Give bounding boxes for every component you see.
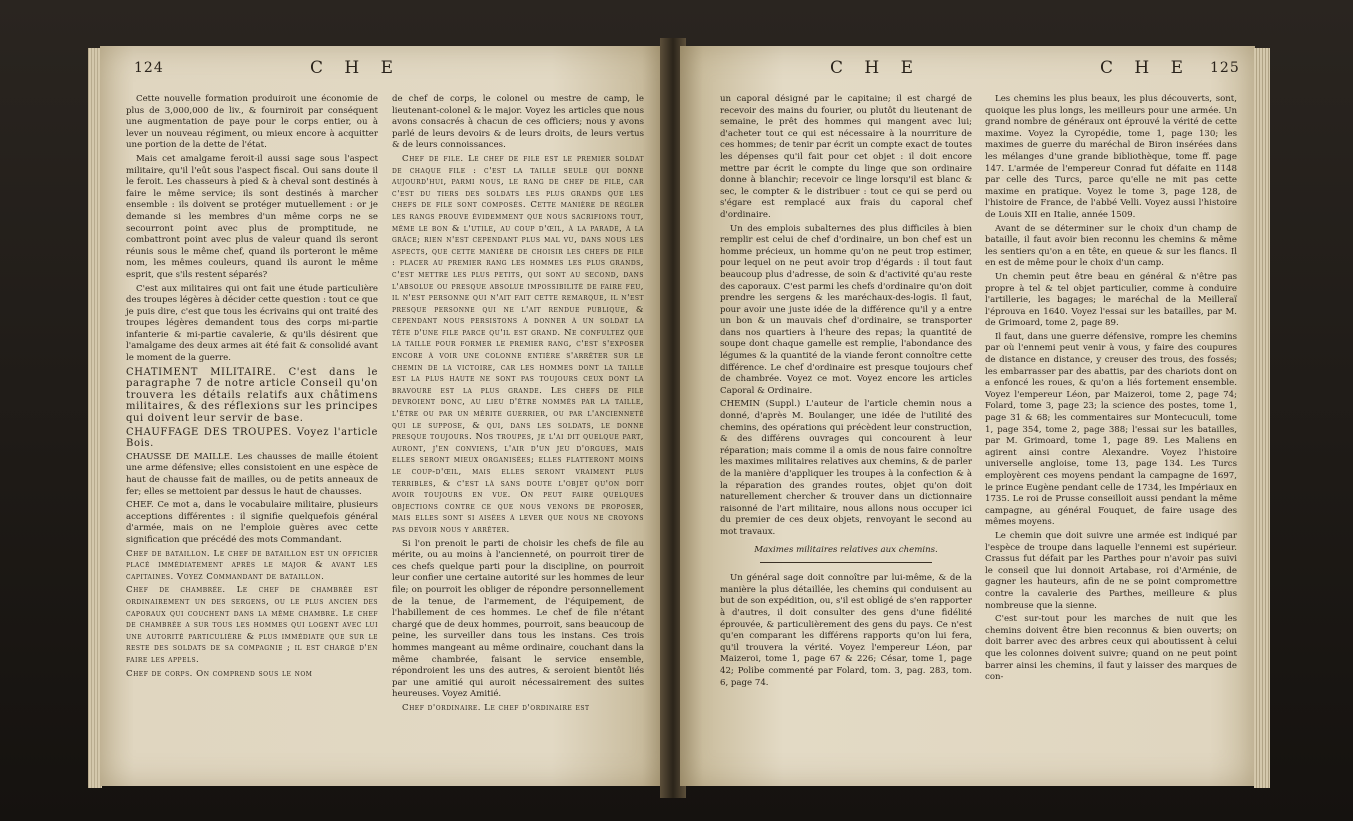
entry-chef-ordinaire: Chef d'ordinaire. Le chef d'ordinaire est: [402, 702, 590, 713]
paragraph: un caporal désigné par le capitaine; il est chargé de recevoir des mains du fourier, ou plutôt du lieutenant de semaine, le prêt des hommes qui mangent avec lui; d'acheter tout ce qui est nécessaire à la nourriture de ces hommes; de tenir par écrit un compte exact de toutes les dépenses qu'il fait pour cet objet : il doit encore mettre par écrit le compte du linge que son ordinaire donne à blanchir; recevoir ce linge lorsqu'il est blanc & sec, le compter & le distribuer : tout ce qui se perd ou s'égare est remplacé aux frais du caporal chef d'ordinaire.: [720, 94, 972, 220]
entry-chef-chambree: Chef de chambrée. Le chef de chambrée est ordinairement un des sergens, ou le plus ancien des caporaux qui couchent dans la même chambre. Le chef de chambrée a sur tous les hommes qui logent avec lui une autorité particulière & plus immédiate que sur le reste des soldats de sa compagnie ; il est chargé d'en faire les appels.: [126, 585, 378, 665]
paragraph: C'est sur-tout pour les marches de nuit que les chemins doivent être bien reconnus & bien ouverts; on doit barrer avec des arbres ceux qui aboutissent à celui que les colonnes doivent suivre; quand on ne peut point barrer ainsi les chemins, il faut y laisser des marques de con-: [985, 614, 1237, 683]
left-column-1: [126, 94, 378, 682]
paragraph: Avant de se déterminer sur le choix d'un champ de bataille, il faut avoir bien reconnu les chemins & même les sentiers qu'on a en tête, en queue & sur les flancs. Il en est de même pour le choix d'un camp.: [985, 223, 1237, 269]
right-running-head: [680, 58, 1255, 84]
paragraph: Les chemins les plus beaux, les plus découverts, sont, quoique les plus longs, les meilleurs pour une armée. Un grand nombre de généraux ont éprouvé la vérité de cette maxime. Voyez la Cyropédie, tome 1, page 130; les maximes de guerre du maréchal de Biron insérées dans les mélanges d'une grande bibliothèque, tome ff. page 147. L'armée de l'empereur Conrad fut défaite en 1148 par celle des Turcs, parce qu'elle ne mit pas cette maxime en pratique. Voyez le tome 3, page 128, de l'histoire de France, de l'abbé Velli. Voyez aussi l'histoire de Louis XII en Italie, année 1509.: [985, 94, 1237, 220]
section-subheading: Maximes militaires relatives aux chemins.: [754, 544, 938, 555]
paragraph: Si l'on prenoit le parti de choisir les chefs de file au mérite, ou au moins à l'ancienneté, on pourroit tirer de ces chefs quelque parti pour la discipline, on pourroit leur confier une certaine autorité sur les hommes de leur file; on pourroit les obliger de répondre personnellement de la tenue, de l'armement, de l'équipement, de l'habillement de ces hommes. Le chef de file n'étant chargé que de deux hommes, pourroit, sans beaucoup de peine, les surveiller dans tous les instans. Ces trois hommes mangeant au même ordinaire, couchant dans la même chambrée, faisant le service ensemble, répondroient les uns des autres, & seroient bientôt liés par une amitié qui auroit nécessairement des suites heureuses. Voyez Amitié.: [392, 538, 644, 700]
paragraph: Cette nouvelle formation produiroit une économie de plus de 3,000,000 de liv., & fourniroit par conséquent une augmentation de paye pour le corps entier, ou à lever un nouveau régiment, ou mieux encore à acquitter une portion de la dette de l'état.: [126, 94, 378, 151]
left-page-number: 124: [134, 60, 164, 76]
paragraph: Un des emplois subalternes des plus difficiles à bien remplir est celui de chef d'ordinaire, un bon chef est un homme précieux, un homme qu'on ne peut trop estimer, pour lequel on ne peut avoir trop d'égards : il tout faut beaucoup plus d'adresse, de soin & d'activité qu'au reste des caporaux. C'est parmi les chefs d'ordinaire qu'on doit prendre les sergens & les maréchaux-des-logis. Il faut, pour avoir une juste idée de la différence qu'il y a entre un bon & un mauvais chef d'ordinaire, se transporter dans nos quartiers à l'heure des repas; la quantité de soupe dont chaque gamelle est remplie, l'abondance des légumes & la quantité de la viande feront connoître cette différence. Le chef d'ordinaire est presque toujours chef de chambrée. Voyez ce mot. Voyez encore les articles Caporal & Ordinaire.: [720, 223, 972, 396]
entry-chef-file: Chef de file. Le chef de file est le premier soldat de chaque file : c'est la taille seule qui donne aujourd'hui, parmi nous, le rang de chef de file, car c'est du tiers des soldats les plus grands que les chefs de file sont composés. Cette manière de régler les rangs prouve évidemment que nous sacrifions tout, même le bon & l'utile, au coup d'œil, à la parade, à la grâce; rien n'est cependant plus mal vu, dans nous les aspects, que cette manière de choisir les chefs de file : placer au premier rang les hommes les plus grands, c'est mettre les plus petits, qui sont au second, dans l'absolue ou presque absolue impossibilité de faire feu, il n'est personne qui n'ait fait cette remarque, il n'est presque personne qui ne l'ait rendue publique, & cependant nous persistons à donner à un soldat la tête d'une file parce qu'il est grand. Ne confultez que la taille pour former le premier rang, c'est s'exposer encore à voir une colonne entière s'arrêter sur le chemin de la victoire, car les hommes dont la taille est la plus haute ne sont pas toujours ceux dont la bravoure est la plus grande. Les chefs de file devroient donc, au lieu d'être nommés par la taille, l'être ou par un mérite guerrier, ou par l'ancienneté qui le suppose, & qui, dans les soldats, le donne presque toujours. Nos troupes, je l'ai dit quelque part, auront, j'en conviens, l'air d'un jeu d'orgues, mais elles seront mieux organisées; elles flatteront moins le coup-d'œil, mais elles seront vraiment plus terribles, & c'est là sans doute l'objet qu'on doit avoir toujours en vue. On peut faire quelques objections contre ce que nous venons de proposer, mais elles sont si aisées à lever que nous ne croyons pas devoir nous y arrêter.: [392, 153, 644, 535]
left-running-head: [100, 58, 665, 84]
left-page: [100, 46, 665, 786]
right-page: [680, 46, 1255, 786]
right-page-edges: [1254, 48, 1270, 788]
right-column-1: [720, 94, 972, 691]
entry-chausse: CHAUSSE DE MAILLE. Les chausses de maille étoient une arme défensive; elles consistoient en une espèce de haut de chausse fait de mailles, ou de petits anneaux de fer; elles se mettoient par dessus le haut de chausses.: [126, 451, 378, 497]
paragraph: Un chemin peut être beau en général & n'être pas propre à tel & tel objet particulier, comme à conduire l'artillerie, les bagages; le maréchal de la Meilleraï l'éprouva en 1640. Voyez l'essai sur les batailles, par M. de Grimoard, tome 2, page 89.: [985, 271, 1237, 329]
right-page-number: 125: [1210, 60, 1240, 76]
paragraph: Mais cet amalgame feroit-il aussi sage sous l'aspect militaire, qu'il l'eût sous l'aspect fiscal. Oui sans doute il le feroit. Les chasseurs à pied & à cheval sont destinés à faire le même service; ils sont destinés à marcher ensemble : ils doivent se protéger mutuellement : or je demande si les membres d'un même corps ne se secourront point avec plus de promptitude, ne combattront point avec plus de valeur quand ils seront réunis sous le même chef, quand ils porteront le même nom, les mêmes couleurs, quand ils auront le même esprit, que s'ils restent séparés?: [126, 153, 378, 280]
entry-chauffage: CHAUFFAGE DES TROUPES. Voyez l'article Bois.: [126, 426, 378, 450]
right-header-word-1: C H E: [830, 58, 922, 78]
left-header-word: C H E: [310, 58, 402, 78]
entry-chatiment: CHATIMENT MILITAIRE. C'est dans le paragraphe 7 de notre article Conseil qu'on trouvera les détails relatifs aux châtimens militaires, & des réflexions sur les principes qui doivent leur servir de base.: [126, 366, 378, 425]
entry-chef-bataillon: Chef de bataillon. Le chef de bataillon est un officier placé immédiatement après le major & avant les capitaines. Voyez Commandant de bataillon.: [126, 548, 378, 582]
paragraph: de chef de corps, le colonel ou mestre de camp, le lieutenant-colonel & le major. Voyez les articles que nous avons consacrés à chacun de ces officiers; nous y avons parlé de leurs devoirs & de leurs droits, de leurs vertus & de leurs connoissances.: [392, 94, 644, 151]
divider: [760, 562, 932, 563]
paragraph: Le chemin que doit suivre une armée est indiqué par l'espèce de troupe dans laquelle l'ennemi est supérieur. Crassus fut défait par les Parthes pour n'avoir pas suivi le conseil que lui donnoit Artabase, roi d'Arménie, de gagner les hauteurs, afin de ne se point compromettre contre la cavalerie des Parthes, meilleure & plus nombreuse que la sienne.: [985, 530, 1237, 611]
paragraph: C'est aux militaires qui ont fait une étude particulière des troupes légères à décider cette question : tout ce que je puis dire, c'est que tous les écrivains qui ont traité des troupes légères demandent tous des corps mi-partie infanterie & mi-partie cavalerie, & qu'ils désirent que l'amalgame des deux armes ait été fait & consolidé avant le moment de la guerre.: [126, 283, 378, 364]
left-column-2: [392, 94, 644, 716]
right-header-word-2: C H E: [1100, 58, 1192, 78]
paragraph: Un général sage doit connoître par lui-même, & de la manière la plus détaillée, les chemins qui conduisent au but de son expédition, ou, s'il est obligé de s'en rapporter à d'autres, il doit consulter des gens d'une fidélité éprouvée, & particulièrement des gens du pays. Ce n'est qu'en comparant les différens rapports qu'on lui fera, qu'il trouvera la vérité. Voyez l'empereur Léon, par Maizeroi, tome 1, page 67 & 226; César, tome 1, page 42; Polibe commenté par Folard, tom. 3, pag. 283, tom. 6, page 74.: [720, 573, 972, 688]
entry-chemin: CHEMIN (Suppl.) L'auteur de l'article chemin nous a donné, d'après M. Boulanger, une idée de l'utilité des chemins, des opérations qui précèdent leur construction, & des différens ouvrages qui concourent à leur réparation; mais comme il a omis de nous faire connoître les maximes militaires relatives aux chemins, & de parler de la manière d'appliquer les troupes à la confection & à la réparation des grandes routes, objet qu'on doit naturellement chercher & trouver dans un dictionnaire raisonné de l'art militaire, nous allons nous occuper ici du premier de ces deux objets, renvoyant le second au mot travaux.: [720, 399, 972, 537]
open-book: [60, 18, 1310, 808]
paragraph: Il faut, dans une guerre défensive, rompre les chemins par où l'ennemi peut venir à vous, y faire des coupures de distance en distance, y creuser des trous, des fossés; les embarrasser par des abattis, par des chariots dont on a enfoncé les roues, & qu'on a liés fortement ensemble. Voyez l'empereur Léon, par Maizeroi, tome 2, page 74; Folard, tome 3, page 23; la science des postes, tome 1, page 31 & 68; les commentaires sur Montecuculi, tome 1, page 354, tome 2, page 388; l'essai sur les batailles, par M. Grimoard, tome 1, page 89. Les Maliens en agirent ainsi contre Alexandre. Voyez l'histoire universelle angloise, tome 13, page 134. Les Turcs employèrent ces moyens pendant la campagne de 1697, le prince Eugène pendant celle de 1734, les Impériaux en 1735. Le roi de Prusse conseilloit aussi pendant la même campagne, au général Fouquet, de faire usage des mêmes moyens.: [985, 331, 1237, 528]
right-column-2: [985, 94, 1237, 686]
entry-chef: CHEF. Ce mot a, dans le vocabulaire militaire, plusieurs acceptions différentes : il signifie quelquefois général d'armée, mais on ne l'emploie guères avec cette signification que précédé des mots Commandant.: [126, 500, 378, 545]
entry-chef-corps: Chef de corps. On comprend sous le nom: [126, 668, 313, 679]
